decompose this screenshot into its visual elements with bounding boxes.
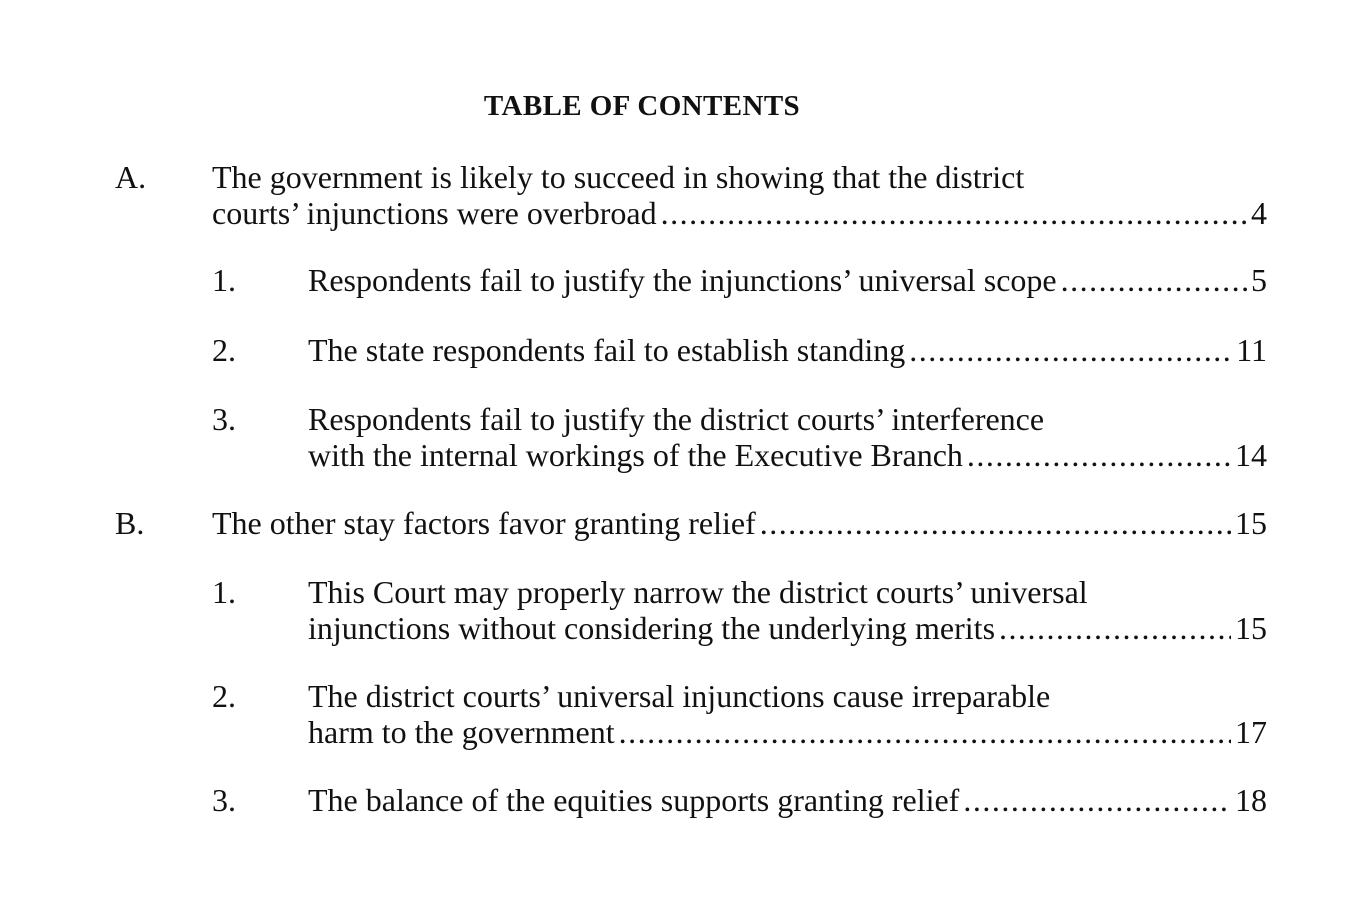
- toc-page-number: 18: [1235, 782, 1267, 818]
- toc-line: The other stay factors favor granting relief: [212, 505, 756, 541]
- toc-line: Respondents fail to justify the district courts’ interference: [308, 401, 1045, 437]
- toc-item-text: [308, 262, 1267, 298]
- toc-item-label: 1.: [212, 262, 236, 298]
- toc-line: The balance of the equities supports granting relief: [308, 782, 960, 818]
- toc-leader-line: [308, 262, 1267, 298]
- toc-item-text: [308, 401, 1267, 473]
- toc-section-text: [212, 159, 1267, 231]
- toc-line: The state respondents fail to establish standing: [308, 332, 906, 368]
- dot-leader: [619, 714, 1231, 750]
- dot-leader: [661, 195, 1247, 231]
- toc-line: courts’ injunctions were overbroad: [212, 195, 657, 231]
- toc-heading: TABLE OF CONTENTS: [483, 90, 801, 122]
- toc-leader-line: [212, 505, 1267, 541]
- toc-item-label: 1.: [212, 574, 236, 610]
- dot-leader: [1061, 262, 1247, 298]
- toc-line: This Court may properly narrow the district courts’ universal: [308, 574, 1088, 610]
- toc-line: injunctions without considering the underlying merits: [308, 610, 996, 646]
- dot-leader: [967, 437, 1231, 473]
- dot-leader: [999, 610, 1231, 646]
- toc-item-text: [308, 678, 1267, 750]
- toc-page-number: 14: [1235, 437, 1267, 473]
- toc-section-text: [212, 505, 1267, 541]
- toc-item-text: [308, 782, 1267, 818]
- toc-section-label: A.: [115, 159, 147, 195]
- toc-line: The district courts’ universal injunctions cause irreparable: [308, 678, 1051, 714]
- toc-leader-line: [308, 714, 1267, 750]
- toc-leader-line: [308, 437, 1267, 473]
- dot-leader: [963, 782, 1231, 818]
- toc-line: with the internal workings of the Executive Branch: [308, 437, 963, 473]
- toc-page-number: 5: [1251, 262, 1267, 298]
- toc-page-number: 15: [1235, 505, 1267, 541]
- toc-item-label: 2.: [212, 332, 236, 368]
- toc-page-number: 17: [1235, 714, 1267, 750]
- toc-item-label: 3.: [212, 401, 236, 437]
- toc-item-text: [308, 332, 1267, 368]
- toc-section-label: B.: [115, 505, 145, 541]
- toc-leader-line: [308, 332, 1267, 368]
- toc-item-text: [308, 574, 1267, 646]
- toc-page-number: 11: [1236, 332, 1267, 368]
- toc-item-label: 3.: [212, 782, 236, 818]
- toc-item-label: 2.: [212, 678, 236, 714]
- toc-leader-line: [308, 610, 1267, 646]
- toc-line: harm to the government: [308, 714, 615, 750]
- toc-line: The government is likely to succeed in showing that the district: [212, 159, 1025, 195]
- toc-leader-line: [308, 782, 1267, 818]
- toc-page-number: 15: [1235, 610, 1267, 646]
- toc-page-number: 4: [1251, 195, 1267, 231]
- toc-leader-line: [212, 195, 1267, 231]
- dot-leader: [909, 332, 1232, 368]
- dot-leader: [760, 505, 1231, 541]
- toc-line: Respondents fail to justify the injunctions’ universal scope: [308, 262, 1057, 298]
